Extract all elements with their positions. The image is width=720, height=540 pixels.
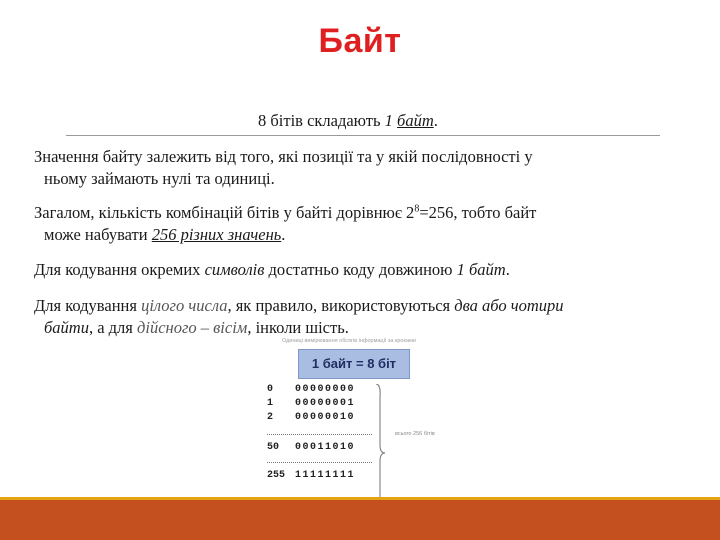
byte-figure [262,338,462,488]
table-row [267,398,355,409]
p1-line1: Значення байту залежить від того, які позиції та у якій послідовності у [34,147,533,166]
footer-band [0,497,720,540]
row-bits: 00000010 [295,412,356,423]
p4-line2-em: байти [44,318,89,337]
p3-em1: символів [204,260,265,279]
table-row [267,470,355,481]
lead-suffix: . [433,111,438,130]
row-bits: 00000000 [295,384,356,395]
p4-em2: два або чотири [454,296,564,315]
row-number: 2 [267,412,274,423]
row-bits: 00011010 [295,442,356,453]
p3-em2: 1 байт [456,260,506,279]
row-number: 1 [267,398,274,409]
figure-caption: Одиниці вимірювання обсягів інформації за кроками [282,338,416,344]
row-number: 255 [267,470,286,481]
dotted-separator [267,434,372,435]
p4-line2-b: , інколи шість. [247,318,349,337]
p2-line2-a: може набувати [44,225,152,244]
table-row [267,384,355,395]
row-bits: 11111111 [295,470,356,481]
paragraph-numbers [34,295,674,339]
paragraph-combinations [34,202,674,246]
dotted-separator [267,462,372,463]
table-row [267,442,355,453]
separator-rule [66,135,660,136]
paragraph-symbols [34,259,674,281]
p3-b: достатньо коду довжиною [264,260,457,279]
p3-c: . [505,260,510,279]
p2-line1-b: =256, тобто байт [419,203,537,222]
table-row [267,412,355,423]
brace-note: всього 256 бітів [395,431,435,437]
p4-line2-a: , а для [88,318,138,337]
lead-emph: байт [397,111,434,130]
slide-title: Байт [318,22,402,60]
paragraph-value-depends [34,146,674,190]
lead-italic: 1 [384,111,398,130]
p1-line2: ньому займають нулі та одиниці. [44,169,275,188]
row-number: 50 [267,442,280,453]
row-bits: 00000001 [295,398,356,409]
p2-line2-b: . [281,225,286,244]
p4-line1-a: Для кодування [34,296,142,315]
p4-em1: цілого числа [141,296,228,315]
p2-line2-uline: 256 різних значень [151,225,282,244]
p4-em3: дійсного – вісім [137,318,248,337]
lead-prefix: 8 бітів складають [258,111,385,130]
p2-line1-a: Загалом, кількість комбінацій бітів у байті дорівнює 2 [34,203,415,222]
p2-exponent: 8 [414,203,420,215]
lead-sentence [258,111,438,131]
p3-a: Для кодування окремих [34,260,205,279]
row-number: 0 [267,384,274,395]
byte-equals-bits-box: 1 байт = 8 біт [298,349,410,379]
p4-line1-b: , як правило, використовуються [227,296,455,315]
